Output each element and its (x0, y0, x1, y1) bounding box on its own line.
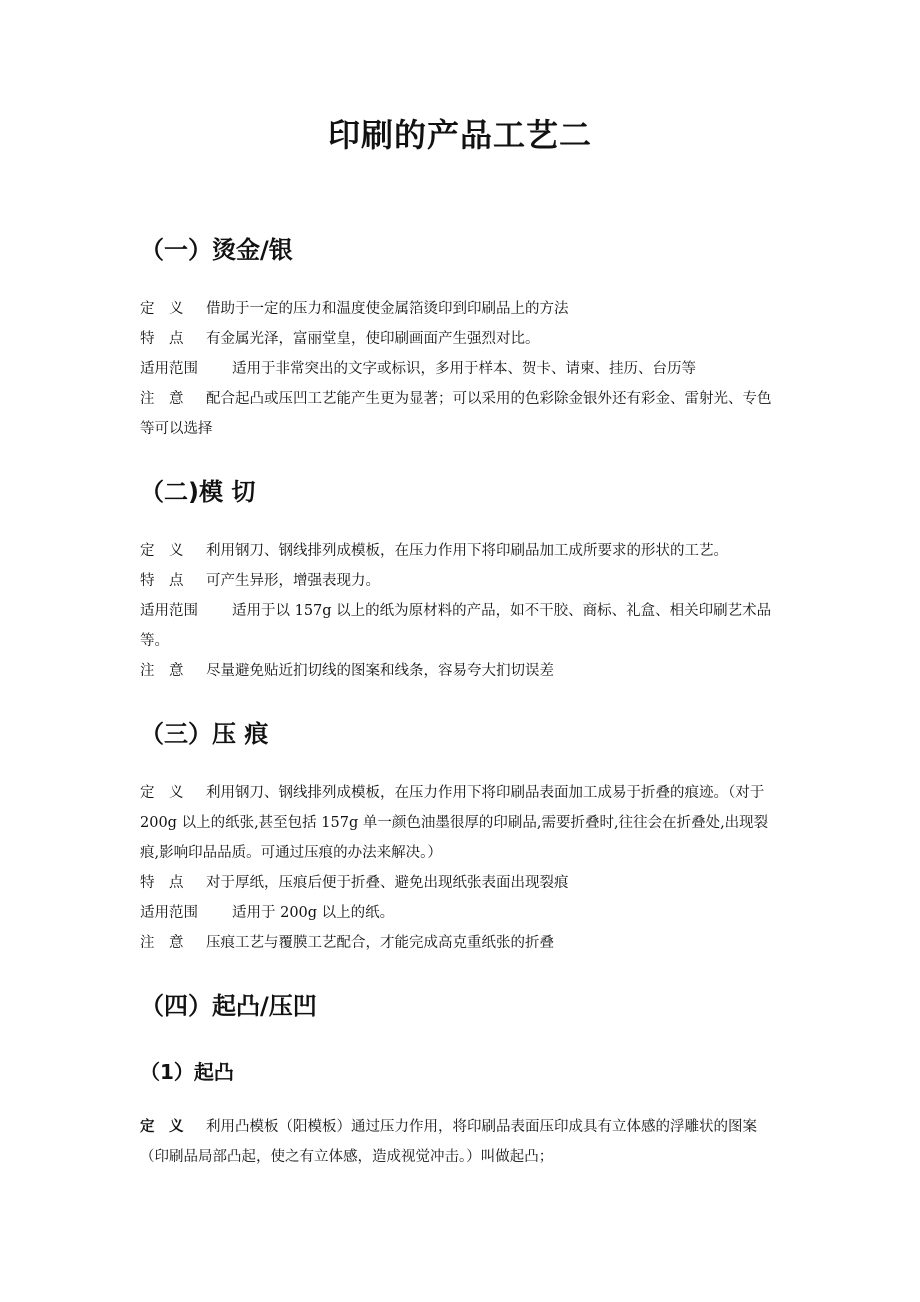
section3-definition (140, 778, 785, 868)
section-heading-4: （四）起凸/压凹 (140, 992, 317, 1020)
section2-definition (140, 536, 785, 566)
item-label: 定 义 (140, 543, 184, 559)
section2-scope (140, 596, 785, 656)
item-text: 适用于 200g 以上的纸。 (232, 905, 395, 921)
item-text: 配合起凸或压凹工艺能产生更为显著；可以采用的色彩除金银外还有彩金、雷射光、专色等可以选择 (140, 391, 772, 437)
section-heading-2: （二)模 切 (140, 478, 256, 506)
item-text: 利用凸模板（阳模板）通过压力作用，将印刷品表面压印成具有立体感的浮雕状的图案（印刷品局部凸起，使之有立体感，造成视觉冲击。）叫做起凸； (140, 1119, 757, 1165)
item-label: 注 意 (140, 935, 184, 951)
item-label: 注 意 (140, 663, 184, 679)
item-label: 定 义 (140, 301, 184, 317)
item-text: 适用于非常突出的文字或标识，多用于样本、贺卡、请柬、挂历、台历等 (232, 361, 696, 377)
section2-feature (140, 566, 785, 596)
item-text: 利用钢刀、钢线排列成模板，在压力作用下将印刷品加工成所要求的形状的工艺。 (206, 543, 728, 559)
section1-definition (140, 294, 785, 324)
item-label: 适用范围 (140, 603, 198, 619)
item-label: 特 点 (140, 875, 184, 891)
item-text: 压痕工艺与覆膜工艺配合，才能完成高克重纸张的折叠 (206, 935, 554, 951)
section1-scope (140, 354, 785, 384)
section-heading-3: （三）压 痕 (140, 720, 269, 748)
item-label: 定 义 (140, 785, 184, 801)
item-text: 尽量避免贴近扪切线的图案和线条，容易夸大扪切误差 (206, 663, 554, 679)
section-heading-1: （一）烫金/银 (140, 236, 293, 264)
item-label: 适用范围 (140, 905, 198, 921)
item-text: 可产生异形，增强表现力。 (206, 573, 380, 589)
subsection-heading: （1）起凸 (140, 1060, 234, 1084)
section3-note (140, 928, 785, 958)
section1-note (140, 384, 785, 444)
item-label: 定 义 (140, 1118, 184, 1135)
page-title: 印刷的产品工艺二 (327, 116, 592, 154)
item-label: 特 点 (140, 331, 184, 347)
section4-definition (140, 1112, 785, 1172)
item-label: 注 意 (140, 391, 184, 407)
item-text: 借助于一定的压力和温度使金属箔烫印到印刷品上的方法 (206, 301, 569, 317)
item-text: 对于厚纸，压痕后便于折叠、避免出现纸张表面出现裂痕 (206, 875, 569, 891)
item-label: 适用范围 (140, 361, 198, 377)
section3-feature (140, 868, 785, 898)
item-text: 利用钢刀、钢线排列成模板，在压力作用下将印刷品表面加工成易于折叠的痕迹。（对于 200g 以上的纸张,甚至包括 157g 单一颜色油墨很厚的印刷品,需要折叠时,往往会在折叠处,出现裂痕,影响印品品质。可通过压痕的办法来解决。） (140, 785, 769, 861)
section1-feature (140, 324, 785, 354)
section2-note (140, 656, 785, 686)
item-text: 适用于以 157g 以上的纸为原材料的产品，如不干胶、商标、礼盒、相关印刷艺术品等。 (140, 603, 772, 649)
item-text: 有金属光泽，富丽堂皇，使印刷画面产生强烈对比。 (206, 331, 540, 347)
item-label: 特 点 (140, 573, 184, 589)
section3-scope (140, 898, 785, 928)
